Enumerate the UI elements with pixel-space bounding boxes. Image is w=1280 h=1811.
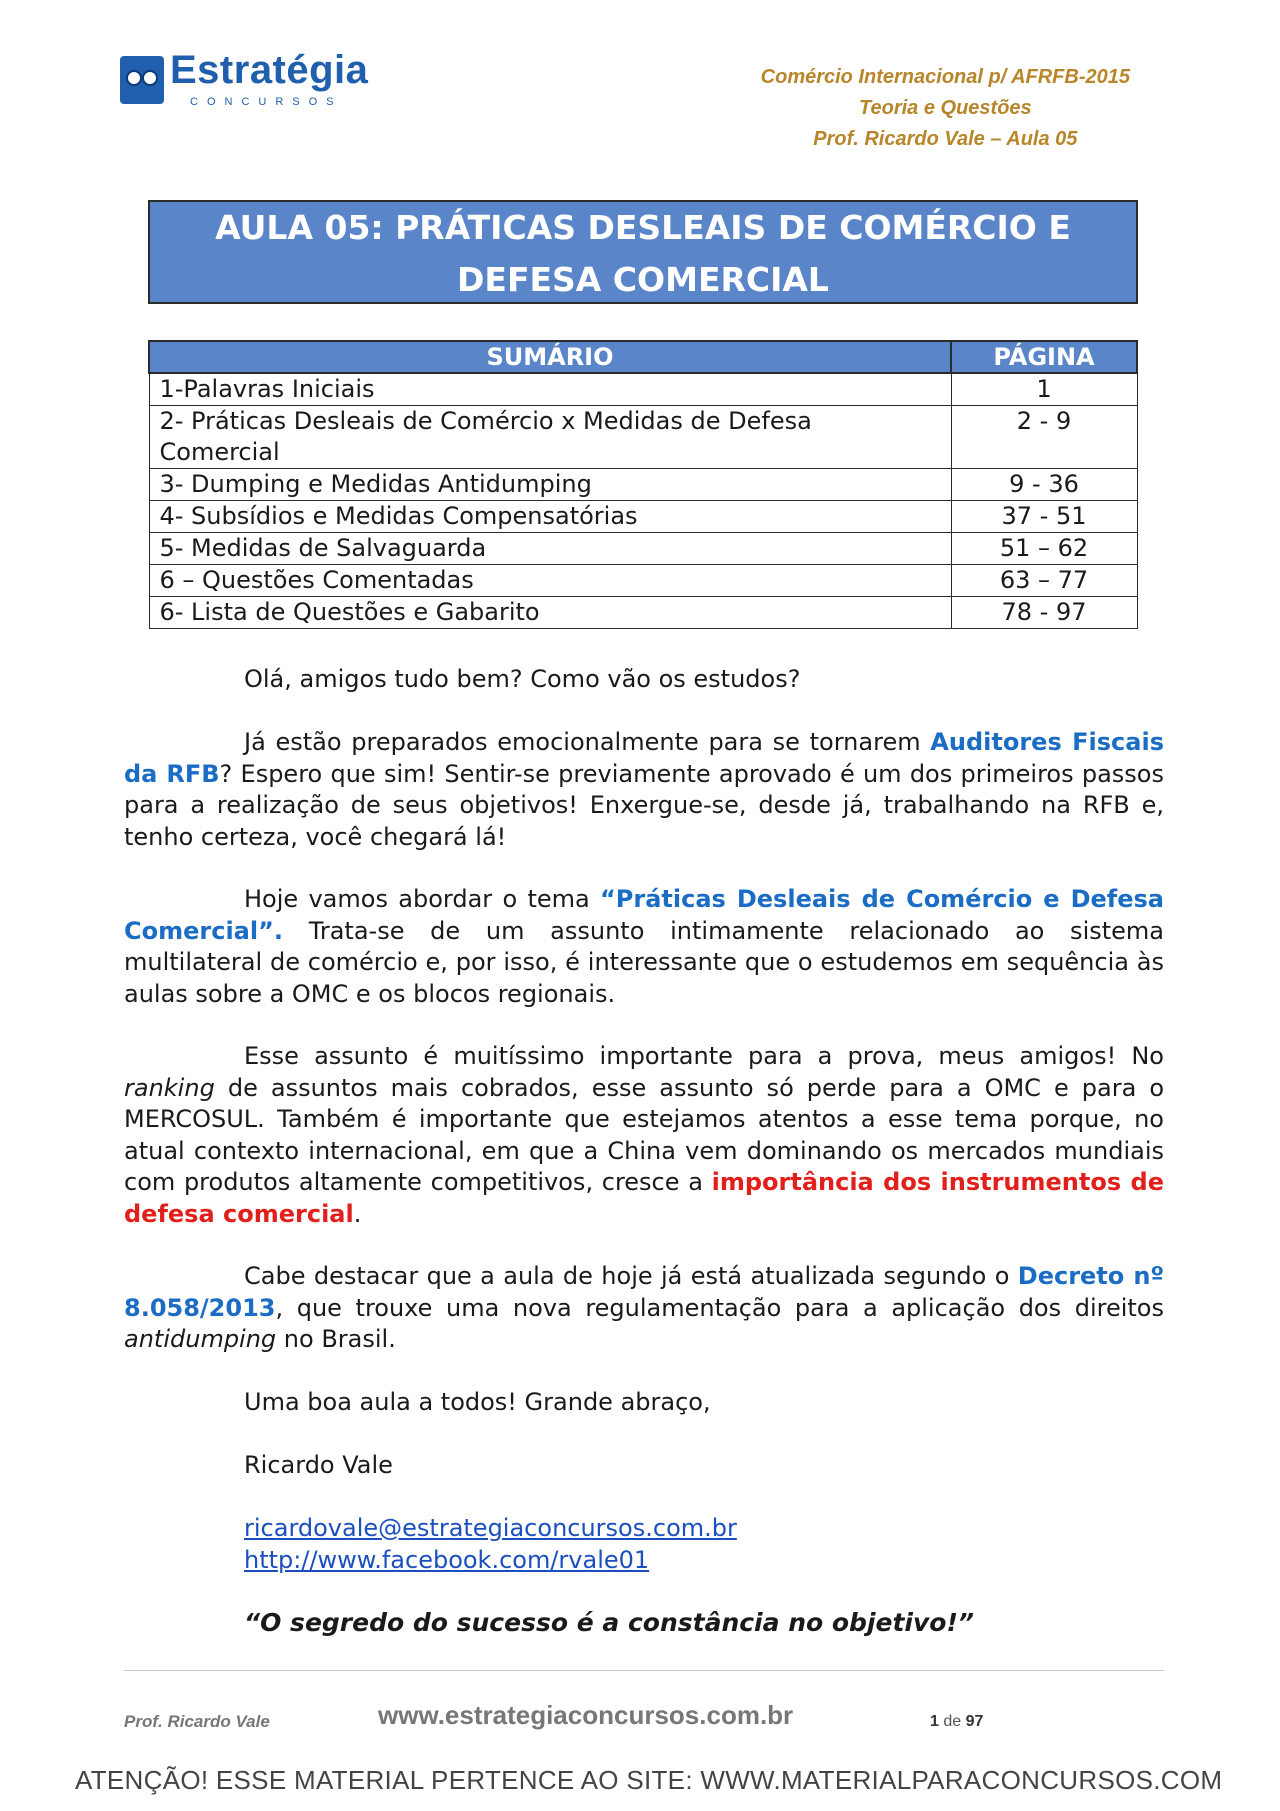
topic-text-b: Trata-se de um assunto intimamente relacionado ao sistema multilateral de comércio e, por isso, é interessante que o estudemos em sequência às aulas sobre a OMC e os blocos regionais. — [124, 916, 1164, 1008]
table-row — [149, 533, 1137, 565]
topic-highlight: “Práticas Desleais de Comércio e Defesa Comercial”. — [124, 885, 1164, 945]
summary-topic: 3- Dumping e Medidas Antidumping — [149, 469, 951, 501]
ranking-word: ranking — [124, 1073, 215, 1102]
summary-topic-header: SUMÁRIO — [149, 341, 951, 373]
table-row — [149, 501, 1137, 533]
summary-topic: 6 – Questões Comentadas — [149, 565, 951, 597]
antidumping-word: antidumping — [124, 1325, 277, 1353]
summary-topic: 4- Subsídios e Medidas Compensatórias — [149, 501, 951, 533]
decree-text-c: no Brasil. — [276, 1325, 396, 1353]
defesa-highlight: importância dos instrumentos de defesa comercial — [124, 1168, 1165, 1228]
table-row — [149, 597, 1137, 629]
importance-text-c: . — [353, 1199, 362, 1228]
summary-page: 9 - 36 — [951, 469, 1137, 501]
closing-paragraph — [124, 1387, 1164, 1419]
summary-page: 2 - 9 — [951, 406, 1137, 469]
footer-site: www.estrategiaconcursos.com.br — [378, 1700, 794, 1730]
page-number — [930, 1713, 983, 1731]
course-header — [761, 62, 1130, 155]
topic-text-a: Hoje vamos abordar o tema — [244, 885, 601, 913]
topic-paragraph — [124, 884, 1164, 1010]
summary-topic: 5- Medidas de Salvaguarda — [149, 533, 951, 565]
closing-text: Uma boa aula a todos! Grande abraço, — [244, 1388, 711, 1416]
facebook-link[interactable]: http://www.facebook.com/rvale01 — [244, 1545, 650, 1574]
intro-paragraph — [124, 727, 1164, 853]
signature-name: Ricardo Vale — [244, 1451, 393, 1479]
owl-logo-icon — [120, 56, 164, 104]
watermark-notice: ATENÇÃO! ESSE MATERIAL PERTENCE AO SITE: WWW.MATERIALPARACONCURSOS.COM — [75, 1765, 1223, 1795]
table-row — [149, 406, 1137, 469]
logo-name: Estratégia — [170, 48, 369, 92]
page-of: de — [943, 1713, 962, 1730]
greeting-text: Olá, amigos tudo bem? Como vão os estudos? — [244, 665, 801, 693]
course-subtitle: Teoria e Questões — [859, 97, 1032, 119]
lesson-title — [148, 200, 1138, 304]
summary-topic: 1-Palavras Iniciais — [149, 373, 951, 406]
footer-divider — [124, 1670, 1164, 1671]
summary-topic: 6- Lista de Questões e Gabarito — [149, 597, 951, 629]
table-row — [149, 565, 1137, 597]
summary-header-row — [149, 341, 1137, 373]
greeting-paragraph — [124, 664, 1164, 696]
lesson-title-line2: DEFESA COMERCIAL — [457, 260, 829, 299]
summary-page: 37 - 51 — [951, 501, 1137, 533]
contact-links — [124, 1513, 1164, 1576]
footer-author: Prof. Ricardo Vale — [124, 1712, 270, 1731]
intro-text-a: Já estão preparados emocionalmente para se tornarem — [244, 728, 931, 756]
lesson-title-line1: AULA 05: PRÁTICAS DESLEAIS DE COMÉRCIO E — [215, 208, 1071, 247]
course-professor: Prof. Ricardo Vale – Aula 05 — [813, 128, 1078, 150]
page-current: 1 — [930, 1713, 939, 1730]
summary-page: 78 - 97 — [951, 597, 1137, 629]
decree-text-b: , que trouxe uma nova regulamentação para a aplicação dos direitos — [275, 1293, 1164, 1322]
summary-page-header: PÁGINA — [951, 341, 1137, 373]
page-total: 97 — [965, 1713, 984, 1730]
table-row — [149, 373, 1137, 406]
summary-page: 1 — [951, 373, 1137, 406]
summary-page: 51 – 62 — [951, 533, 1137, 565]
email-link[interactable]: ricardovale@estrategiaconcursos.com.br — [244, 1514, 737, 1542]
decree-paragraph — [124, 1261, 1164, 1356]
motto-paragraph — [124, 1607, 1164, 1639]
signature-paragraph — [124, 1450, 1164, 1482]
intro-text-b: ? Espero que sim! Sentir-se previamente aprovado é um dos primeiros passos para a realização de seus objetivos! Enxergue-se, desde já, trabalhando na RFB e, tenho certeza, você chegará lá! — [124, 759, 1164, 851]
decree-highlight: Decreto nº 8.058/2013 — [124, 1262, 1164, 1322]
course-title: Comércio Internacional p/ AFRFB-2015 — [760, 66, 1130, 88]
decree-text-a: Cabe destacar que a aula de hoje já está atualizada segundo o — [244, 1262, 1018, 1290]
motto-quote: “O segredo do sucesso é a constância no objetivo!” — [244, 1608, 974, 1637]
auditores-highlight: Auditores Fiscais da RFB — [124, 728, 1164, 788]
logo-subtitle: CONCURSOS — [190, 96, 343, 108]
importance-text-b: de assuntos mais cobrados, esse assunto só perde para a OMC e para o MERCOSUL. Também é importante que estejamos atentos a esse tema porque, no atual contexto internacional, em que a China vem dominando os mercados mundiais com produtos altamente competitivos, cresce a — [124, 1073, 1164, 1196]
summary-topic: 2- Práticas Desleais de Comércio x Medidas de Defesa Comercial — [149, 406, 951, 469]
importance-paragraph — [124, 1041, 1164, 1230]
importance-text-a: Esse assunto é muitíssimo importante para a prova, meus amigos! No — [244, 1042, 1164, 1070]
summary-page: 63 – 77 — [951, 565, 1137, 597]
table-row — [149, 469, 1137, 501]
summary-table — [148, 340, 1138, 629]
